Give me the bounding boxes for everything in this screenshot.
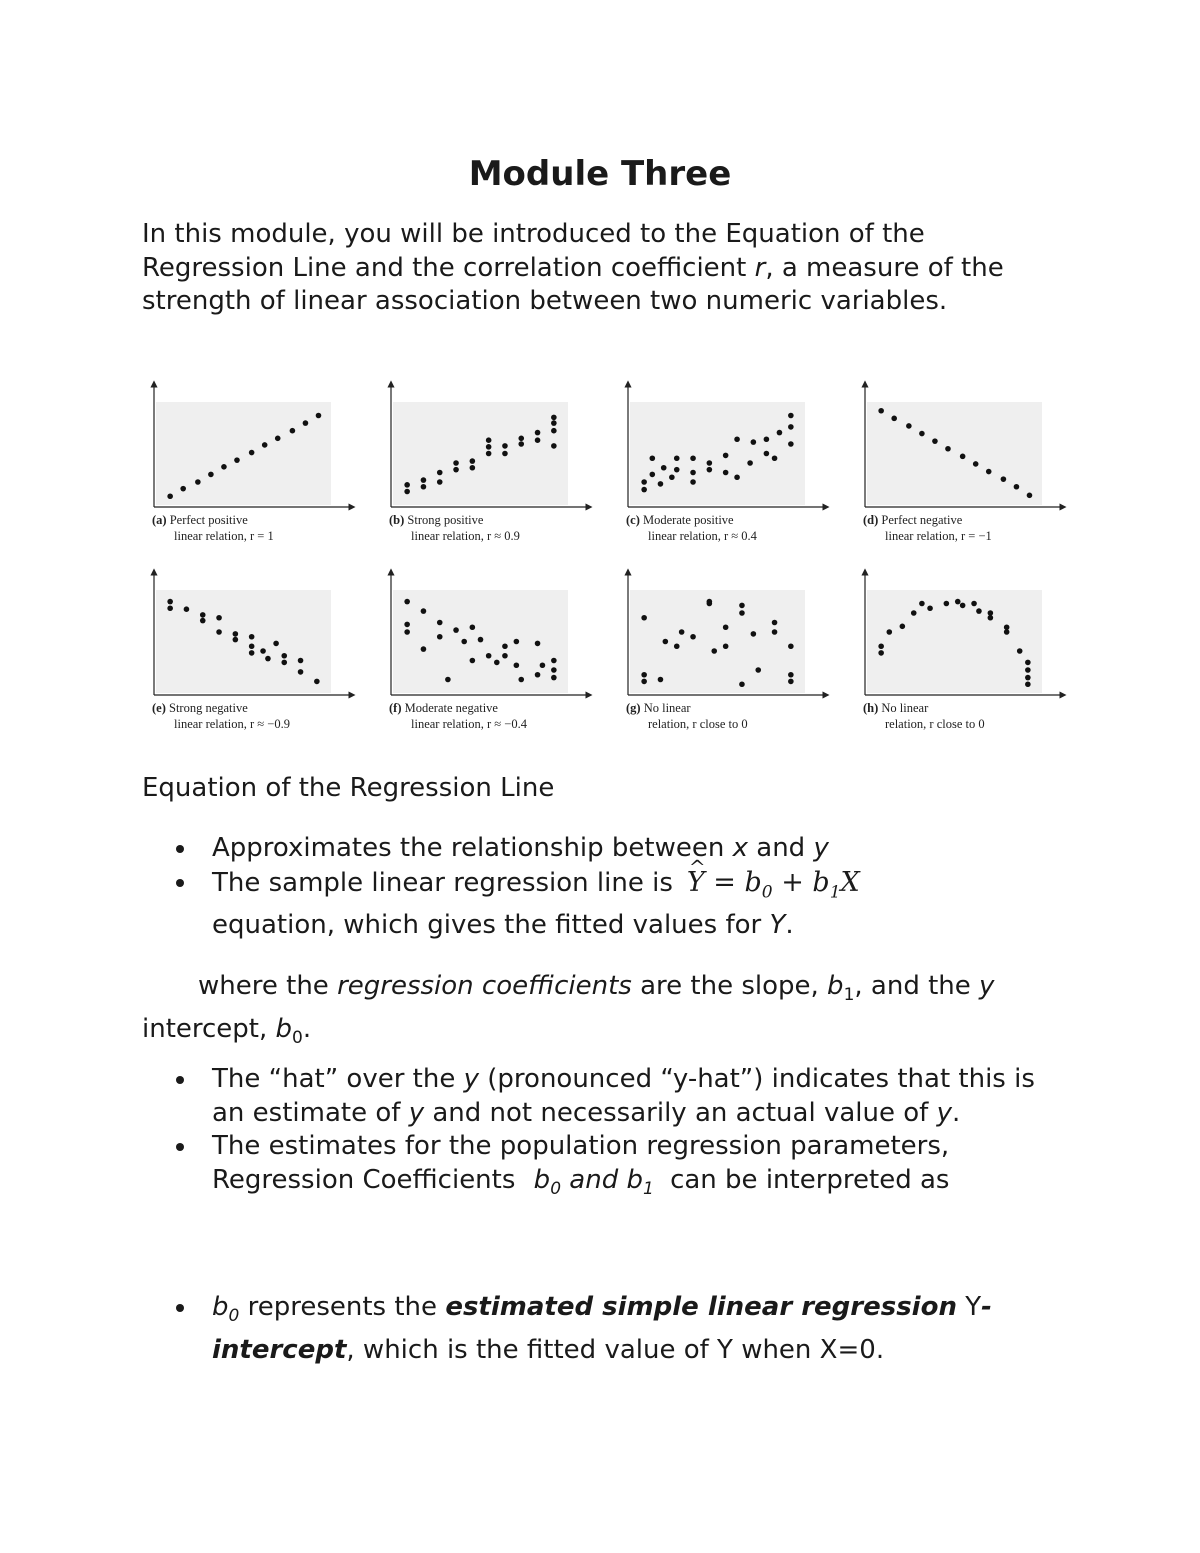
var-b: b (275, 1013, 293, 1044)
scatter-panel (626, 384, 826, 543)
eq-sub: 0 (761, 881, 773, 902)
emph-text: regression coefficients (337, 971, 632, 1001)
data-point (233, 637, 239, 643)
data-point (298, 669, 304, 675)
scatter-panel (152, 384, 352, 543)
plot-area (156, 590, 331, 693)
data-point (461, 639, 467, 645)
data-point (167, 493, 173, 499)
data-point (971, 601, 977, 607)
scatter-panel (863, 572, 1063, 731)
scatter-panel (863, 384, 1063, 543)
data-point (1025, 667, 1031, 673)
data-point (927, 605, 933, 611)
correlation-scatterplots-figure (130, 372, 1075, 737)
intro-paragraph (142, 218, 1072, 319)
var-y: y (408, 1097, 425, 1128)
data-point (878, 643, 884, 649)
data-point (679, 629, 685, 635)
data-point (641, 672, 647, 678)
text: and (561, 1164, 627, 1195)
text: where the (198, 971, 338, 1001)
data-point (551, 420, 557, 426)
intro-r: r (754, 252, 766, 283)
data-point (514, 639, 520, 645)
data-point (478, 637, 484, 643)
bullet-list-1 (212, 832, 1072, 943)
data-point (316, 413, 322, 419)
panel-caption: (f) Moderate negative (389, 701, 498, 715)
data-point (906, 423, 912, 429)
text: represents the (239, 1292, 446, 1322)
data-point (216, 629, 222, 635)
text: , which is the fitted value of Y when X=0. (346, 1334, 885, 1365)
data-point (404, 622, 410, 628)
data-point (303, 420, 309, 426)
data-point (502, 653, 508, 659)
var-x: x (732, 833, 748, 863)
panel-caption: (d) Perfect negative (863, 513, 963, 527)
data-point (470, 458, 476, 464)
text: Y (956, 1292, 982, 1322)
panel-caption: linear relation, r ≈ −0.9 (174, 717, 290, 731)
data-point (437, 479, 443, 485)
data-point (707, 599, 713, 605)
text: intercept, (142, 1013, 276, 1044)
data-point (535, 430, 541, 436)
text: . (302, 1013, 312, 1044)
panel-caption: relation, r close to 0 (648, 717, 748, 731)
scatter-panel (152, 572, 352, 731)
panel-caption: (c) Moderate positive (626, 513, 734, 527)
text: are the slope, (631, 971, 828, 1001)
data-point (249, 643, 255, 649)
text: and (748, 833, 814, 863)
data-point (453, 460, 459, 466)
data-point (249, 450, 255, 456)
data-point (518, 677, 524, 683)
where-paragraph (142, 970, 1072, 1055)
panel-caption: (b) Strong positive (389, 513, 484, 527)
data-point (234, 457, 240, 463)
data-point (275, 436, 281, 442)
data-point (641, 487, 647, 493)
data-point (262, 442, 268, 448)
data-point (891, 416, 897, 422)
text: (pronounced “y-hat”) indicates that this is an estimate of (212, 1064, 1035, 1128)
data-point (723, 453, 729, 459)
data-point (281, 660, 287, 666)
eq-yhat: Y ^ (687, 866, 705, 900)
data-point (216, 615, 222, 621)
data-point (788, 679, 794, 685)
section-heading: Equation of the Regression Line (142, 773, 555, 803)
data-point (755, 667, 761, 673)
data-point (641, 479, 647, 485)
list-item (212, 866, 1072, 943)
panel-caption: relation, r close to 0 (885, 717, 985, 731)
data-point (739, 603, 745, 609)
data-point (650, 455, 656, 461)
plot-area (630, 590, 805, 693)
data-point (772, 629, 778, 635)
data-point (551, 415, 557, 421)
data-point (777, 430, 783, 436)
panel-caption: (a) Perfect positive (152, 513, 248, 527)
list-item (212, 1063, 1072, 1130)
sub: 1 (642, 1178, 654, 1199)
data-point (734, 474, 740, 480)
var-b: b (827, 971, 844, 1001)
data-point (273, 641, 279, 647)
data-point (723, 624, 729, 630)
data-point (200, 612, 206, 618)
data-point (421, 484, 427, 490)
var-y: y (936, 1097, 952, 1128)
data-point (249, 650, 255, 656)
bold-term: -intercept (212, 1292, 992, 1365)
data-point (945, 446, 951, 452)
data-point (1014, 484, 1020, 490)
data-point (788, 643, 794, 649)
data-point (453, 467, 459, 473)
data-point (707, 460, 713, 466)
data-point (707, 467, 713, 473)
data-point (404, 629, 410, 635)
data-point (281, 653, 287, 659)
data-point (674, 467, 680, 473)
list-item (212, 1130, 1072, 1206)
data-point (723, 643, 729, 649)
data-point (437, 634, 443, 640)
data-point (208, 472, 214, 478)
eq-part: X (840, 866, 860, 898)
data-point (551, 667, 557, 673)
data-point (1004, 624, 1010, 630)
var-b: b (212, 1292, 229, 1322)
data-point (551, 428, 557, 434)
plot-area (867, 590, 1042, 693)
data-point (502, 643, 508, 649)
data-point (690, 455, 696, 461)
data-point (551, 675, 557, 681)
scatter-panel (389, 572, 589, 731)
var-Y: Y (769, 910, 786, 941)
data-point (711, 648, 717, 654)
data-point (470, 624, 476, 630)
eq-sub: 1 (829, 881, 841, 902)
data-point (900, 624, 906, 630)
sub: 1 (843, 985, 855, 1006)
scatter-panel (626, 572, 826, 731)
data-point (788, 441, 794, 447)
data-point (200, 618, 206, 624)
data-point (518, 441, 524, 447)
data-point (260, 648, 266, 654)
data-point (535, 437, 541, 443)
data-point (445, 677, 451, 683)
data-point (674, 455, 680, 461)
data-point (878, 650, 884, 656)
list-item (212, 1291, 1072, 1367)
data-point (658, 677, 664, 683)
data-point (669, 474, 675, 480)
bold-term: estimated simple linear regression (445, 1292, 957, 1322)
data-point (960, 454, 966, 460)
data-point (690, 470, 696, 476)
data-point (404, 599, 410, 605)
var-b: b (626, 1164, 643, 1195)
data-point (976, 608, 982, 614)
data-point (986, 469, 992, 475)
data-point (551, 443, 557, 449)
data-point (955, 599, 961, 605)
plot-area (630, 402, 805, 505)
data-point (437, 620, 443, 626)
data-point (249, 634, 255, 640)
data-point (788, 413, 794, 419)
panel-caption: (h) No linear (863, 701, 929, 715)
data-point (739, 681, 745, 687)
bullet-list-2 (212, 1063, 1072, 1206)
data-point (911, 610, 917, 616)
data-point (919, 601, 925, 607)
text: . (951, 1097, 961, 1128)
data-point (1027, 493, 1033, 499)
data-point (650, 472, 656, 478)
data-point (470, 658, 476, 664)
eq-part: + b (772, 866, 830, 898)
data-point (772, 455, 778, 461)
data-point (404, 489, 410, 495)
eq-part: = b (704, 866, 762, 898)
data-point (641, 679, 647, 685)
data-point (486, 437, 492, 443)
data-point (887, 629, 893, 635)
data-point (641, 615, 647, 621)
data-point (518, 436, 524, 442)
data-point (486, 653, 492, 659)
var-y: y (979, 971, 995, 1001)
text: , and the (854, 971, 980, 1001)
data-point (1017, 648, 1023, 654)
intro-text-2: , a measure of the strength of linear association between two numeric variables. (142, 252, 1004, 316)
plot-area (393, 402, 568, 505)
data-point (404, 482, 410, 488)
sub: 0 (228, 1306, 240, 1327)
data-point (1025, 681, 1031, 687)
data-point (690, 479, 696, 485)
data-point (878, 408, 884, 414)
data-point (167, 605, 173, 611)
panel-caption: (e) Strong negative (152, 701, 248, 715)
data-point (535, 672, 541, 678)
data-point (960, 603, 966, 609)
text: Approximates the relationship between (212, 833, 733, 863)
data-point (486, 451, 492, 457)
data-point (764, 436, 770, 442)
panel-caption: linear relation, r = 1 (174, 529, 274, 543)
data-point (973, 461, 979, 467)
panel-caption: linear relation, r ≈ −0.4 (411, 717, 527, 731)
data-point (535, 641, 541, 647)
list-item (212, 832, 1072, 866)
panel-caption: linear relation, r ≈ 0.9 (411, 529, 520, 543)
data-point (944, 601, 950, 607)
data-point (919, 431, 925, 437)
data-point (502, 443, 508, 449)
data-point (184, 606, 190, 612)
text: The estimates for the population regression parameters, Regression Coefficients (212, 1131, 950, 1195)
intro-text-1: In this module, you will be introduced to the Equation of the Regression Line and the correlation coefficient (142, 219, 925, 283)
data-point (180, 486, 186, 492)
data-point (421, 646, 427, 652)
regression-equation (686, 866, 860, 902)
scatter-panel (389, 384, 589, 543)
data-point (298, 658, 304, 664)
sub: 0 (292, 1027, 303, 1048)
sub: 0 (550, 1178, 562, 1199)
var-y: y (813, 833, 829, 863)
data-point (167, 599, 173, 605)
data-point (421, 608, 427, 614)
data-point (674, 643, 680, 649)
data-point (437, 470, 443, 476)
panel-caption: linear relation, r ≈ 0.4 (648, 529, 757, 543)
data-point (751, 631, 757, 637)
data-point (788, 424, 794, 430)
data-point (470, 465, 476, 471)
var-y: y (463, 1064, 479, 1094)
data-point (764, 451, 770, 457)
text: The sample linear regression line is (212, 867, 673, 898)
data-point (734, 436, 740, 442)
data-point (690, 634, 696, 640)
var-b: b (533, 1164, 551, 1195)
data-point (195, 479, 201, 485)
panel-caption: linear relation, r = −1 (885, 529, 992, 543)
data-point (290, 428, 296, 434)
data-point (514, 662, 520, 668)
data-point (751, 439, 757, 445)
bullet-list-3 (212, 1291, 1072, 1367)
data-point (988, 615, 994, 621)
panel-caption: (g) No linear (626, 701, 691, 715)
data-point (502, 451, 508, 457)
data-point (314, 679, 320, 685)
text: and not necessarily an actual value of (424, 1097, 937, 1128)
text: . (785, 910, 794, 941)
page-title: Module Three (468, 154, 732, 194)
data-point (421, 477, 427, 483)
data-point (932, 438, 938, 444)
data-point (453, 627, 459, 633)
data-point (658, 481, 664, 487)
data-point (739, 610, 745, 616)
data-point (1025, 675, 1031, 681)
data-point (772, 620, 778, 626)
data-point (494, 660, 500, 666)
text: can be interpreted as (661, 1164, 950, 1195)
data-point (1001, 476, 1007, 482)
data-point (551, 658, 557, 664)
data-point (265, 656, 271, 662)
data-point (233, 631, 239, 637)
text: The “hat” over the (212, 1064, 464, 1094)
data-point (661, 465, 667, 471)
data-point (486, 444, 492, 450)
text: equation, which gives the fitted values for (212, 910, 770, 941)
data-point (747, 460, 753, 466)
data-point (788, 672, 794, 678)
data-point (1025, 660, 1031, 666)
data-point (221, 464, 227, 470)
data-point (663, 639, 669, 645)
data-point (723, 470, 729, 476)
data-point (540, 662, 546, 668)
